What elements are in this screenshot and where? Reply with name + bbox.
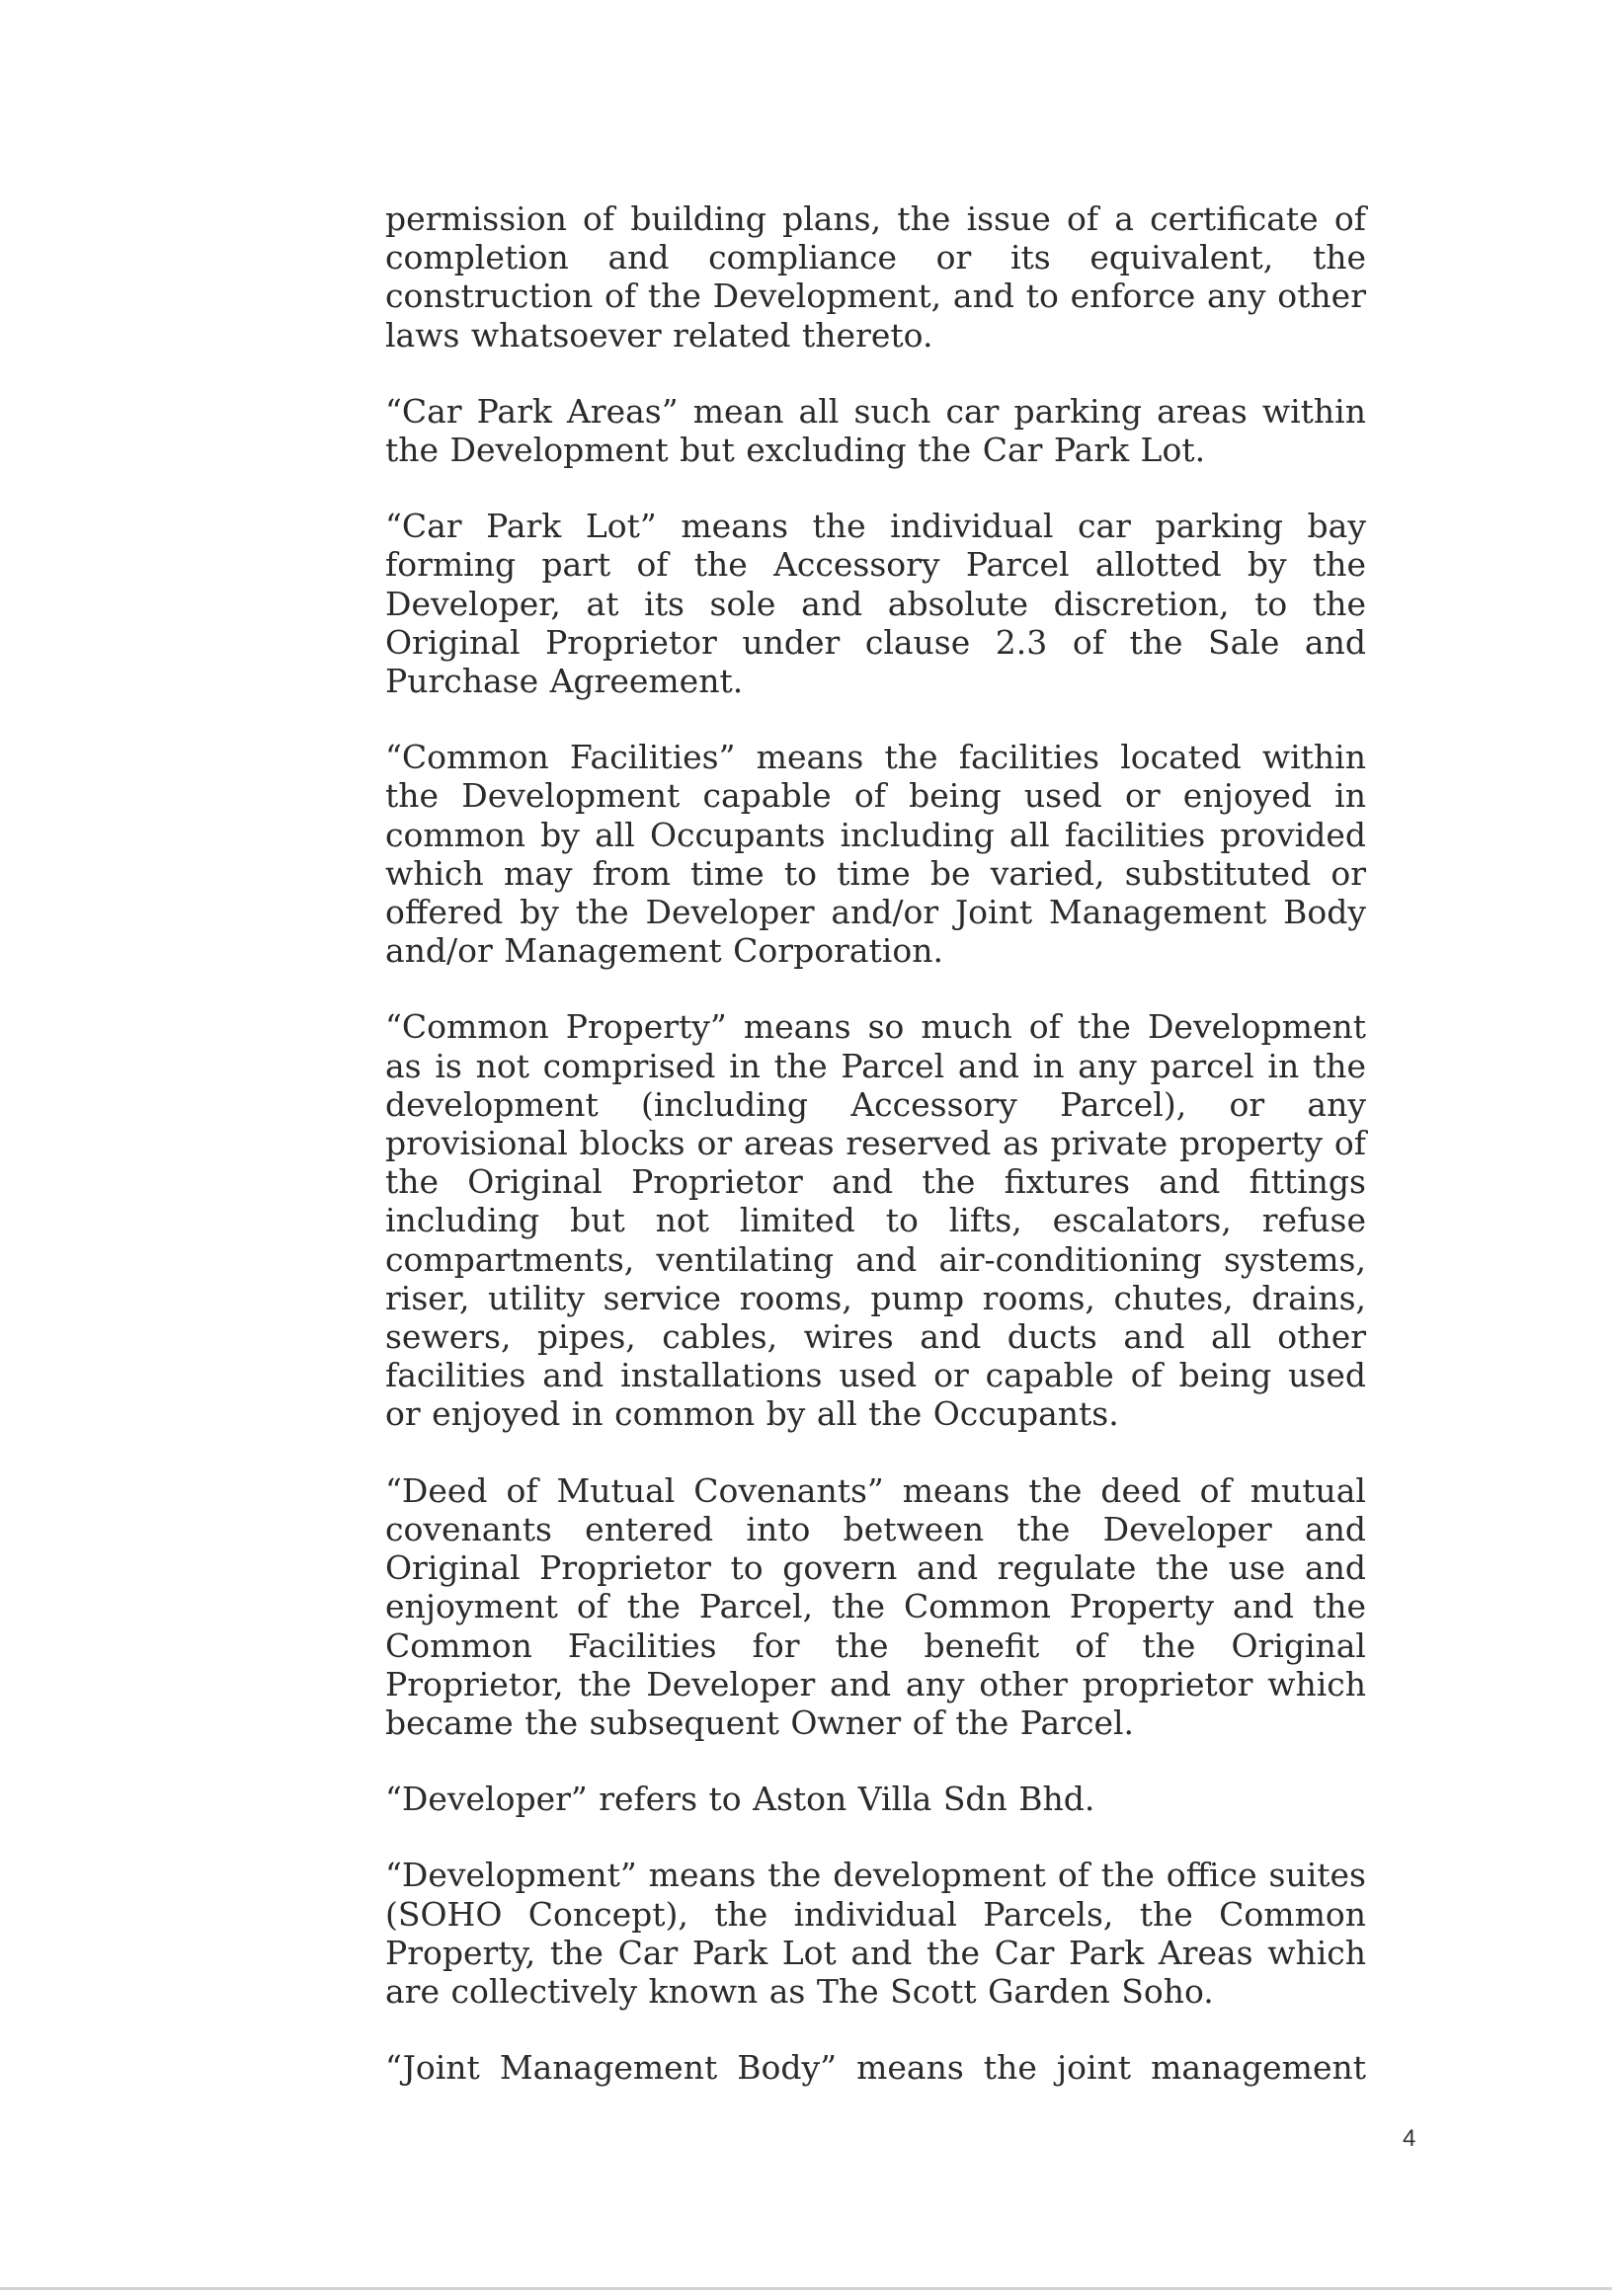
paragraph-common-facilities: “Common Facilities” means the facilities located within the Development capable of being used or enjoyed in common by all Occupants including all facilities provided which may from time to time be varied, substituted or offered by the Developer and/or Joint Management Body and/or Management Corporation. <box>385 738 1366 971</box>
paragraph-deed-of-mutual-covenants: “Deed of Mutual Covenants” means the deed of mutual covenants entered into between the Developer and Original Proprietor to govern and regulate the use and enjoyment of the Parcel, the Common Property and the Common Facilities for the benefit of the Original Proprietor, the Developer and any other proprietor which became the subsequent Owner of the Parcel. <box>385 1470 1366 1742</box>
paragraph-building-plans: permission of building plans, the issue of a certificate of completion and compliance or its equivalent, the construction of the Development, and to enforce any other laws whatsoever related thereto. <box>385 199 1366 355</box>
scan-edge-divider <box>0 2287 1612 2290</box>
paragraph-common-property: “Common Property” means so much of the Development as is not comprised in the Parcel and in any parcel in the development (including Accessory Parcel), or any provisional blocks or areas reserved as private property of the Original Proprietor and the fixtures and fittings including but not limited to lifts, escalators, refuse compartments, ventilating and air-conditioning systems, riser, utility service rooms, pump rooms, chutes, drains, sewers, pipes, cables, wires and ducts and all other facilities and installations used or capable of being used or enjoyed in common by all the Occupants. <box>385 1007 1366 1434</box>
page-number: 4 <box>1403 2125 1416 2152</box>
paragraph-car-park-lot: “Car Park Lot” means the individual car parking bay forming part of the Accessory Parcel allotted by the Developer, at its sole and absolute discretion, to the Original Proprietor under clause 2.3 of the Sale and Purchase Agreement. <box>385 507 1366 701</box>
paragraph-car-park-areas: “Car Park Areas” mean all such car parking areas within the Development but excluding the Car Park Lot. <box>385 391 1366 470</box>
body-text <box>385 199 1366 2124</box>
paragraph-development: “Development” means the development of the office suites (SOHO Concept), the individual Parcels, the Common Property, the Car Park Lot and the Car Park Areas which are collectively known as The Scott Garden Soho. <box>385 1856 1366 2011</box>
paragraph-developer: “Developer” refers to Aston Villa Sdn Bhd. <box>385 1780 1095 1819</box>
paragraph-joint-management-body: “Joint Management Body” means the joint management <box>385 2048 1366 2088</box>
